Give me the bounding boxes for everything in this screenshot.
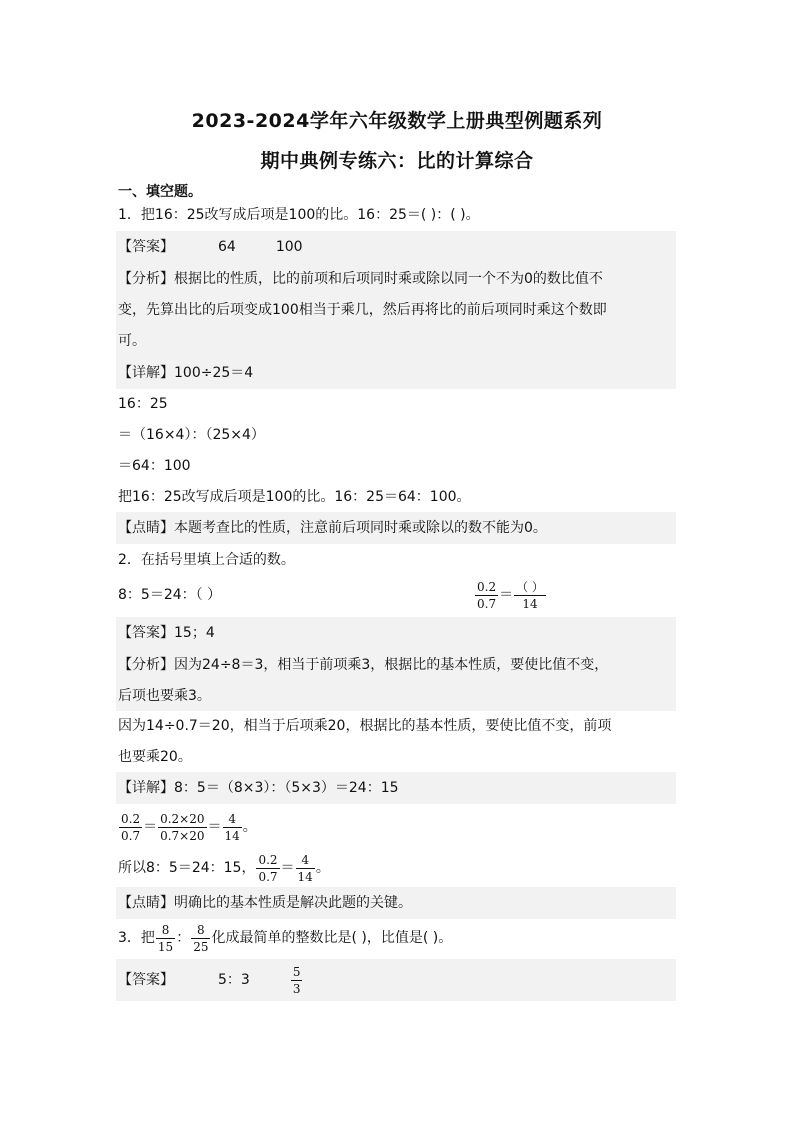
q2-detail-line: 【详解】8：5＝（8×3）：（5×3）＝24：15 — [118, 780, 399, 796]
fraction: $\frac{0.2}{0.7}$ — [121, 811, 141, 843]
q3-answer — [118, 960, 678, 1000]
document-subtitle: 期中典例专练六：比的计算综合 — [260, 150, 534, 172]
fraction: $\frac{4}{14}$ — [224, 811, 240, 843]
q1-analysis-line: 【分析】根据比的性质，比的前项和后项同时乘或除以同一个不为0的数比值不 — [118, 271, 603, 287]
fraction: $\frac{8}{25}$ — [193, 922, 209, 954]
answer-value: 100 — [275, 239, 303, 255]
q1-detail-line: ＝（16×4）：（25×4） — [118, 427, 265, 443]
document-title: 2023-2024学年六年级数学上册典型例题系列 — [191, 110, 603, 132]
q2-answer: 【答案】15；4 — [118, 625, 215, 641]
fraction: $\frac{0.2\times 20}{0.7\times 20}$ — [160, 811, 205, 843]
answer-value: 64 — [218, 239, 236, 255]
q3-text: 3．把 $\frac{8}{15}$ ： $\frac{8}{25}$ 化成最简单的整数比是( )，比值是( )。 — [118, 922, 453, 954]
q2-analysis-line: 【分析】因为24÷8＝3，相当于前项乘3，根据比的基本性质，要使比值不变， — [118, 657, 609, 673]
fraction: $\frac{( )}{14}$ — [516, 579, 544, 611]
q2-part-a: 8：5＝24：（ ） — [118, 587, 222, 603]
fraction: $\frac{8}{15}$ — [157, 922, 174, 954]
q2-analysis-line: 因为14÷0.7＝20，相当于后项乘20，根据比的基本性质，要使比值不变，前项 — [118, 718, 612, 734]
q1-answer — [118, 237, 678, 257]
q1-detail-line: 把16：25改写成后项是100的比。16：25＝64：100。 — [118, 489, 471, 505]
section-heading: 一、填空题。 — [118, 184, 202, 200]
q2-analysis-line: 后项也要乘3。 — [118, 688, 211, 704]
q1-text: 1．把16：25改写成后项是100的比。16：25＝( )：( )。 — [118, 207, 480, 223]
fraction: $\frac{4}{14}$ — [297, 852, 313, 884]
q1-detail-line: 16：25 — [118, 396, 168, 412]
q1-analysis-line: 可。 — [118, 333, 146, 349]
q2-part-b — [474, 576, 594, 614]
answer-value: 5：3 — [218, 972, 250, 988]
q1-analysis-line: 变，先算出比的后项变成100相当于乘几，然后再将比的前后项同时乘这个数即 — [118, 302, 607, 318]
q2-text: 2．在括号里填上合适的数。 — [118, 552, 295, 568]
fraction: $\frac{5}{3}$ — [292, 964, 301, 996]
q1-detail-line: ＝64：100 — [118, 458, 191, 474]
q1-detail-line: 【详解】100÷25＝4 — [118, 365, 254, 381]
q2-note: 【点睛】明确比的基本性质是解决此题的关键。 — [118, 895, 412, 911]
q2-conclusion-line: 所以8：5＝24：15， $\frac{0.2}{0.7}$ ＝ $\frac{4}{14}$ 。 — [118, 852, 330, 884]
answer-label: 【答案】 — [118, 972, 174, 988]
q2-analysis-line: 也要乘20。 — [118, 749, 192, 765]
q2-detail-fraction-line: $\frac{0.2}{0.7}$ ＝ $\frac{0.2\times 20}{0.7\times 20}$ ＝ $\frac{4}{14}$ 。 — [121, 811, 257, 843]
fraction: $\frac{0.2}{0.7}$ — [477, 579, 497, 611]
q1-note: 【点睛】本题考查比的性质，注意前后项同时乘或除以的数不能为0。 — [118, 520, 547, 536]
equals-sign: ＝ — [499, 587, 514, 603]
fraction: $\frac{0.2}{0.7}$ — [258, 852, 278, 884]
answer-label: 【答案】 — [118, 239, 174, 255]
